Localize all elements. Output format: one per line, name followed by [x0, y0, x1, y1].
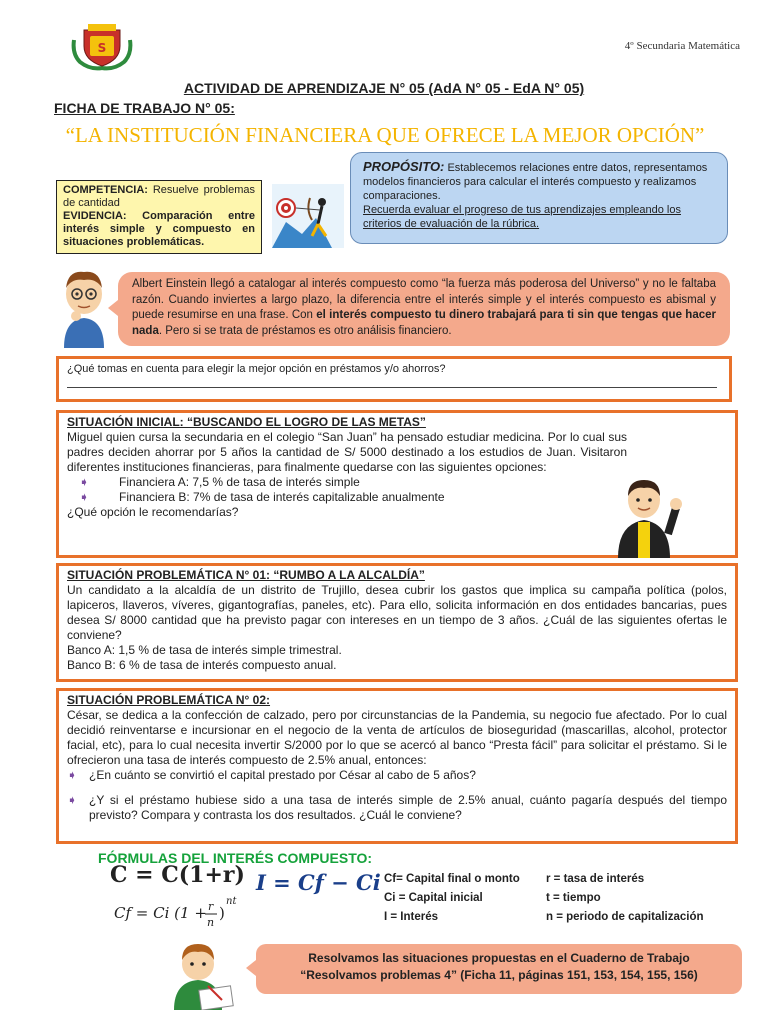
situacion-inicial-text: Miguel quien cursa la secundaria en el colegio “San Juan” ha pensado estudiar medicina. Por lo cual sus padres deciden ahorrar por 5 años la cantidad de S/ 5000 destinado a los estudios de Juan. Visitaron diferentes instituciones financieras, para finalmente quedarse con las siguientes opciones: [67, 430, 627, 474]
competencia-label: COMPETENCIA: [63, 184, 148, 196]
einstein-bold: el interés compuesto tu dinero trabajará para ti sin que tengas que hacer nada [132, 309, 716, 337]
worksheet-label: FICHA DE TRABAJO N° 05: [54, 100, 235, 116]
arrow-bullet-icon: ➧ [67, 793, 78, 807]
situacion-01-box [56, 563, 738, 682]
legend-row [384, 870, 724, 889]
option-text: Financiera B: 7% de tasa de interés capitalizable anualmente [119, 490, 445, 504]
competencia-text: Resuelve problemas de cantidad [63, 184, 255, 209]
einstein-text-2: . Pero si se trata de préstamos es otro análisis financiero. [158, 324, 452, 337]
question-box [56, 356, 732, 402]
option-text: Financiera A: 7,5 % de tasa de interés simple [119, 475, 360, 489]
situacion-inicial-title: SITUACIÓN INICIAL: “BUSCANDO EL LOGRO DE LAS METAS” [67, 415, 426, 429]
question-text: ¿Qué tomas en cuenta para elegir la mejor opción en préstamos y/o ahorros? [67, 363, 446, 375]
proposito-text: Establecemos relaciones entre datos, representamos modelos financieros para calcular el interés compuesto y realizamos comparaciones. [363, 162, 708, 202]
legend-row [384, 889, 724, 908]
svg-text:Cf = Ci (1 +: Cf = Ci (1 + [114, 904, 207, 922]
legend-item: t = tiempo [546, 892, 601, 904]
waving-boy-illustration [612, 474, 682, 558]
proposito-box [350, 152, 728, 244]
cuaderno-line-1: Resolvamos las situaciones propuestas en el Cuaderno de Trabajo [308, 951, 690, 965]
formula-legend [384, 870, 724, 927]
proposito-reminder: Recuerda evaluar el progreso de tus aprendizajes empleando los criterios de evaluación de la rúbrica. [363, 204, 681, 230]
question-2-text: ¿Y si el préstamo hubiese sido a una tasa de interés simple de 2.5% anual, cuánto pagaría después del tiempo previsto? Compara y contrasta los dos resultados. ¿Cuál le conviene? [89, 793, 727, 822]
proposito-label: PROPÓSITO: [363, 159, 445, 174]
cuaderno-callout [256, 944, 742, 994]
competencia-box [56, 180, 262, 254]
evidencia-label: EVIDENCIA: [63, 210, 127, 222]
svg-text:nt: nt [226, 896, 237, 907]
formulas-title: FÓRMULAS DEL INTERÉS COMPUESTO: [98, 850, 373, 866]
svg-text:): ) [219, 904, 225, 922]
formula-interest: I = Cf − Ci [256, 870, 381, 895]
writing-boy-illustration [164, 940, 238, 1010]
einstein-callout [118, 272, 730, 346]
legend-item: Cf= Capital final o monto [384, 873, 520, 885]
situacion-01-text: Un candidato a la alcaldía de un distrito de Trujillo, desea cubrir los gastos que implica su campaña política (polos, lapiceros, llaveros, víveres, gigantografías, paneles, etc). Para ello, solicita información en dos entidades bancarias, pues desea S/ 8000 cantidad que ha previsto pagar con intereses en un tiempo de 3 años. ¿Cuál de las siguientes ofertas le conviene? [67, 583, 727, 642]
banco-a-text: Banco A: 1,5 % de tasa de interés simple trimestral. [67, 643, 342, 657]
formula-capital-final [114, 888, 244, 936]
cuaderno-line-2: “Resolvamos problemas 4” (Ficha 11, páginas 151, 153, 154, 155, 156) [300, 968, 698, 982]
school-crest-logo [70, 22, 134, 72]
archer-target-illustration [272, 184, 344, 248]
legend-row [384, 908, 724, 927]
thinking-boy-illustration [56, 264, 112, 348]
svg-text:r: r [208, 900, 214, 913]
arrow-bullet-icon: ➧ [67, 768, 78, 782]
formula-partial: C = C(1+r) [110, 862, 245, 888]
evidencia-text: Comparación entre interés simple y compuesto en situaciones problemáticas. [63, 210, 255, 248]
situacion-inicial-question: ¿Qué opción le recomendarías? [67, 505, 239, 519]
main-title: “LA INSTITUCIÓN FINANCIERA QUE OFRECE LA MEJOR OPCIÓN” [65, 123, 705, 147]
situacion-02-text: César, se dedica a la confección de calzado, pero por circunstancias de la Pandemia, su negocio fue afectado. Por lo cual decidió reinventarse e incursionar en el negocio de la venta de artículos de bioseguridad (mascarillas, alcohol, protector facial, etc), para lo cual necesita invertir S/2000 por lo que se acercó al banco “Presta fácil” para solicitar el préstamo. Si le ofrecieron una tasa de interés compuesto de 2.5% anual, entonces: [67, 708, 727, 767]
svg-text:S: S [97, 41, 107, 55]
svg-text:n: n [207, 916, 215, 929]
arrow-bullet-icon: ➧ [79, 490, 90, 504]
question-1-text: ¿En cuánto se convirtió el capital prestado por César al cabo de 5 años? [89, 768, 476, 782]
banco-b-text: Banco B: 6 % de tasa de interés compuesto anual. [67, 658, 337, 672]
question-item [67, 768, 727, 783]
legend-item: Ci = Capital inicial [384, 892, 483, 904]
situacion-02-box [56, 688, 738, 844]
einstein-text-1: Albert Einstein llegó a catalogar al interés compuesto como “la fuerza más poderosa del Universo” y no le faltaba razón. Cuando inviertes a largo plazo, la diferencia entre el interés simple y el interés compuesto es abismal y puede resumirse en una frase. Con [132, 278, 716, 321]
arrow-bullet-icon: ➧ [79, 475, 90, 489]
situacion-02-title: SITUACIÓN PROBLEMÁTICA N° 02: [67, 693, 271, 707]
situacion-01-title: SITUACIÓN PROBLEMÁTICA N° 01: “RUMBO A LA ALCALDÍA” [67, 568, 425, 582]
grade-label: 4º Secundaria Matemática [624, 40, 740, 52]
legend-item: n = periodo de capitalización [546, 911, 704, 923]
legend-item: r = tasa de interés [546, 873, 645, 885]
question-item [67, 793, 727, 823]
legend-item: I = Interés [384, 911, 439, 923]
answer-line[interactable] [67, 377, 717, 388]
activity-title: ACTIVIDAD DE APRENDIZAJE N° 05 (AdA N° 05 - EdA N° 05) [183, 80, 585, 96]
